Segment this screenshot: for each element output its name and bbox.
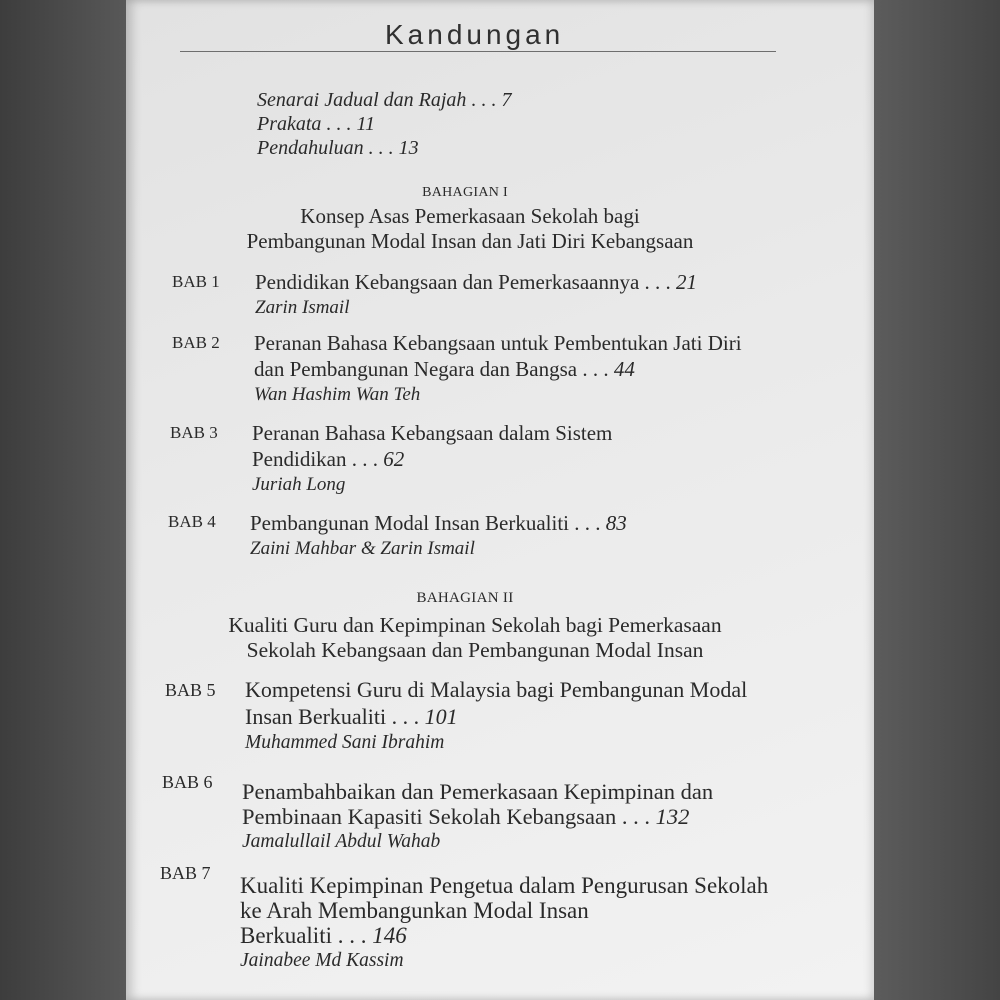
chapter-title-line [250,510,627,536]
chapter-title-line [254,357,742,383]
page-number: 21 [676,270,698,294]
part-title-line: Konsep Asas Pemerkasaan Sekolah bagi [300,204,640,228]
chapter-label: BAB 4 [168,512,216,531]
chapter-entry [242,779,713,854]
chapter-entry [254,331,742,408]
chapter-author: Jamalullail Abdul Wahab [242,831,441,852]
chapter-title-text: Pembangunan Modal Insan Berkualiti [250,511,570,535]
chapter-label: BAB 1 [172,272,220,291]
chapter-author: Jainabee Md Kassim [240,950,404,971]
chapter-title-text: Pembinaan Kapasiti Sekolah Kebangsaan [242,804,617,829]
front-matter-item [257,88,511,112]
page-number: 11 [356,113,375,135]
chapter-title-line: Penambahbaikan dan Pemerkasaan Kepimpinan dan [242,779,714,804]
dot-leader: . . . [391,703,420,729]
title-rule [180,51,776,52]
front-matter-list [257,88,511,160]
page-title: Kandungan [385,19,565,50]
chapter-entry [252,421,612,498]
part-label: BAHAGIAN I [422,185,508,200]
chapter-title-line [252,447,612,473]
part-title [220,204,720,254]
front-matter-item [257,136,511,160]
page-number: 44 [613,356,635,381]
dot-leader: . . . [644,270,671,294]
chapter-entry [255,270,697,320]
part-title [200,613,750,663]
front-matter-title: Prakata [257,113,322,135]
page-number: 62 [383,446,405,471]
chapter-entry [250,510,627,562]
chapter-entry [240,873,768,973]
chapter-author: Juriah Long [252,474,346,495]
front-matter-title: Pendahuluan [257,137,364,159]
dot-leader: . . . [574,511,601,535]
dot-leader: . . . [351,446,378,471]
part-label: BAHAGIAN II [416,590,514,606]
dot-leader: . . . [471,89,497,111]
chapter-label: BAB 7 [160,863,211,883]
chapter-label: BAB 3 [170,423,218,442]
chapter-title-line [245,704,747,731]
chapter-title-line: Peranan Bahasa Kebangsaan dalam Sistem [252,421,613,445]
dot-leader: . . . [582,356,609,381]
page-number: 146 [372,923,407,948]
front-matter-item [257,112,511,136]
chapter-author: Zarin Ismail [255,297,350,318]
dot-leader: . . . [621,804,651,829]
chapter-title-line [242,804,713,829]
front-matter-title: Senarai Jadual dan Rajah [257,89,467,111]
backdrop-left [0,0,126,1000]
chapter-label: BAB 5 [165,680,216,700]
page-number: 13 [398,137,419,159]
page-number: 83 [605,511,627,535]
chapter-title-line: Kompetensi Guru di Malaysia bagi Pembangunan Modal [245,677,748,702]
page-number: 132 [655,804,690,829]
chapter-label: BAB 2 [172,333,220,352]
part-title-line: Pembangunan Modal Insan dan Jati Diri Kebangsaan [246,229,694,253]
part-title-line: Sekolah Kebangsaan dan Pembangunan Modal Insan [246,638,704,662]
chapter-author: Zaini Mahbar & Zarin Ismail [250,538,475,559]
chapter-title-text: Pendidikan Kebangsaan dan Pemerkasaannya [255,270,640,294]
dot-leader: . . . [337,923,367,948]
chapter-title-text: Pendidikan [252,446,347,471]
chapter-entry [245,677,747,757]
chapter-author: Muhammed Sani Ibrahim [245,732,445,753]
page-number: 101 [424,703,458,729]
chapter-title-text: dan Pembangunan Negara dan Bangsa [254,356,578,381]
backdrop-right [874,0,1000,1000]
chapter-label: BAB 6 [162,772,213,792]
dot-leader: . . . [368,137,394,159]
chapter-title-line: ke Arah Membangunkan Modal Insan [240,898,589,923]
page-number: 7 [501,89,512,111]
dot-leader: . . . [326,113,352,135]
chapter-title-text: Berkualiti [240,923,332,948]
chapter-title-line: Peranan Bahasa Kebangsaan untuk Pembentukan Jati Diri [254,331,742,355]
chapter-title-line [255,270,697,295]
chapter-title-line [240,923,768,948]
chapter-author: Wan Hashim Wan Teh [254,384,421,405]
chapter-title-line: Kualiti Kepimpinan Pengetua dalam Pengurusan Sekolah [240,873,769,898]
chapter-title-text: Insan Berkualiti [245,703,387,729]
part-title-line: Kualiti Guru dan Kepimpinan Sekolah bagi Pemerkasaan [228,613,722,637]
